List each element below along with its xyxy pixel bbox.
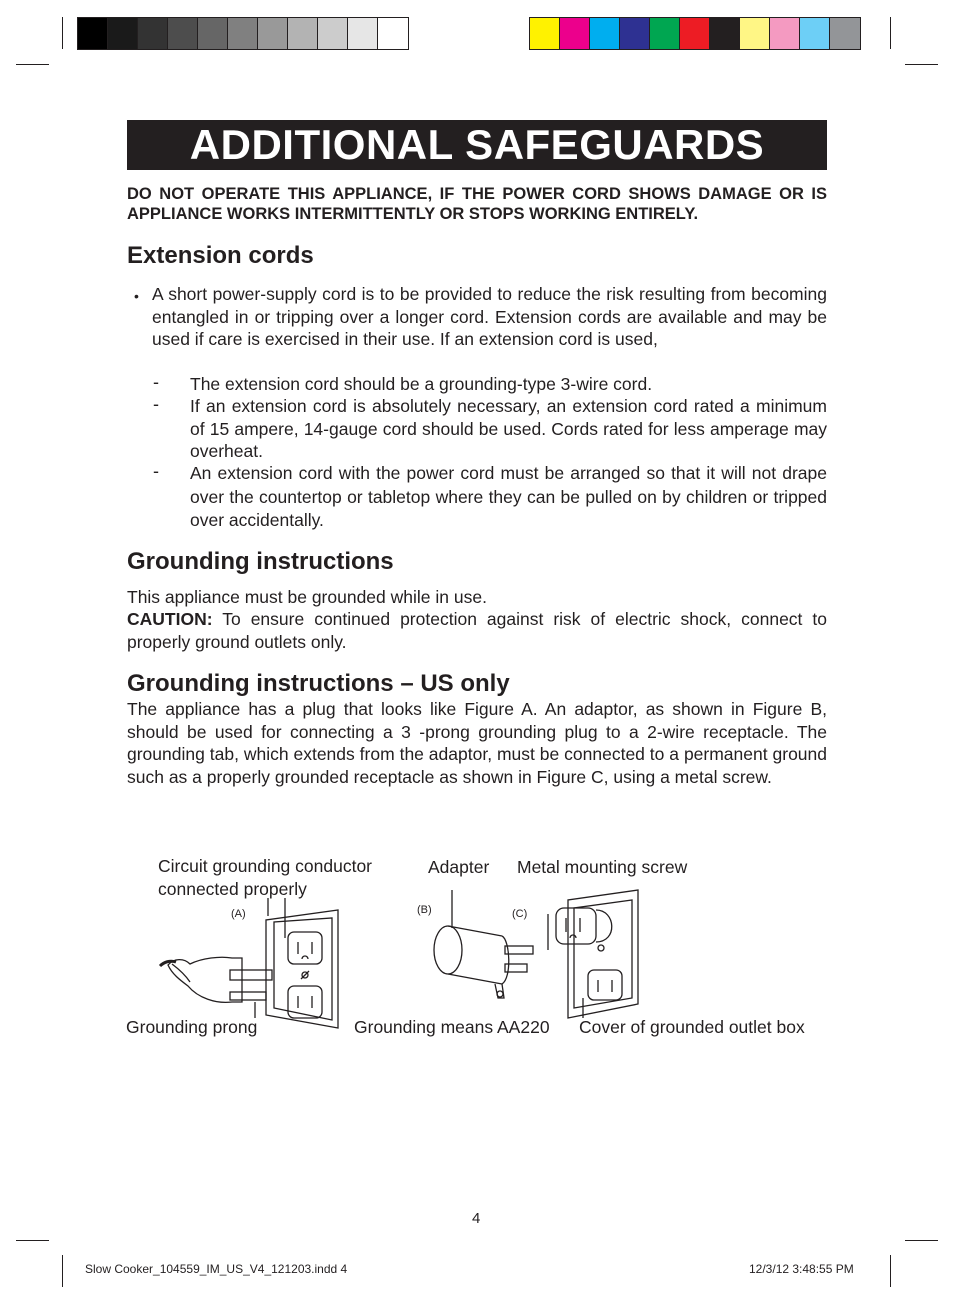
dash-marker: - bbox=[153, 372, 159, 392]
color-swatch bbox=[348, 18, 378, 49]
page-title: ADDITIONAL SAFEGUARDS bbox=[189, 121, 765, 168]
color-swatch bbox=[680, 18, 710, 49]
color-swatch bbox=[830, 18, 860, 49]
caution-label: CAUTION: bbox=[127, 609, 213, 629]
page-number: 4 bbox=[472, 1210, 481, 1227]
color-swatch bbox=[590, 18, 620, 49]
crop-mark bbox=[16, 64, 49, 65]
dash-marker: - bbox=[153, 394, 159, 414]
grounding-us-heading: Grounding instructions – US only bbox=[127, 670, 510, 697]
color-swatch bbox=[530, 18, 560, 49]
crop-mark bbox=[890, 1255, 891, 1287]
extension-sub-item-3: An extension cord with the power cord must be arranged so that it will not drape over the countertop or tabletop where they can be pulled on by children or tripped over accidentally. bbox=[190, 463, 827, 530]
figure-b-adapter-illustration bbox=[434, 890, 533, 998]
color-swatch bbox=[108, 18, 138, 49]
color-swatch bbox=[770, 18, 800, 49]
color-swatch bbox=[650, 18, 680, 49]
crop-mark bbox=[62, 1255, 63, 1287]
caution-text: To ensure continued protection against risk of electric shock, connect to properly ground outlets only. bbox=[127, 609, 827, 652]
crop-mark bbox=[62, 17, 63, 49]
color-swatch bbox=[168, 18, 198, 49]
color-swatch bbox=[318, 18, 348, 49]
figure-c-label: (C) bbox=[512, 908, 528, 920]
color-swatch bbox=[620, 18, 650, 49]
color-swatch bbox=[198, 18, 228, 49]
color-swatch bbox=[78, 18, 108, 49]
figure-a-label: (A) bbox=[231, 908, 246, 920]
warning-text: DO NOT OPERATE THIS APPLIANCE, IF THE POWER CORD SHOWS DAMAGE OR IS APPLIANCE WORKS INTERMITTENTLY OR STOPS WORKING ENTIRELY. bbox=[127, 185, 827, 223]
extension-bullet: A short power-supply cord is to be provided to reduce the risk resulting from becoming entangled in or tripping over a longer cord. Extension cords are available and may be used if care is exercised in their use. If an extension cord is used, bbox=[152, 284, 827, 349]
color-swatch bbox=[800, 18, 830, 49]
outlet-cover-label: Cover of grounded outlet box bbox=[579, 1017, 805, 1037]
footer-filename: Slow Cooker_104559_IM_US_V4_121203.indd 4 bbox=[85, 1262, 348, 1276]
crop-mark bbox=[905, 64, 938, 65]
crop-mark bbox=[16, 1240, 49, 1241]
cmyk-color-bar bbox=[529, 17, 861, 50]
color-swatch bbox=[138, 18, 168, 49]
color-swatch bbox=[740, 18, 770, 49]
grounding-us-text: The appliance has a plug that looks like Figure A. An adaptor, as shown in Figure B, should be used for connecting a 3 -prong grounding plug to a 2-wire receptacle. The grounding tab, which extends from the adaptor, must be connected to a permanent ground such as a properly grounded receptacle as shown in Figure C, using a metal screw. bbox=[127, 699, 827, 787]
circuit-label-line1: Circuit grounding conductor bbox=[158, 856, 373, 876]
caution-paragraph bbox=[127, 608, 827, 653]
grounding-line: This appliance must be grounded while in use. bbox=[127, 587, 487, 607]
color-swatch bbox=[560, 18, 590, 49]
dash-marker: - bbox=[153, 461, 159, 481]
figure-c-outlet-box-illustration bbox=[548, 890, 638, 1018]
circuit-label-line2: connected properly bbox=[158, 879, 307, 899]
grounding-means-label: Grounding means AA220 bbox=[354, 1017, 550, 1037]
crop-mark bbox=[905, 1240, 938, 1241]
figure-a-plug-outlet-illustration bbox=[160, 898, 338, 1028]
extension-sub-item-1: The extension cord should be a grounding-type 3-wire cord. bbox=[190, 374, 653, 394]
color-swatch bbox=[228, 18, 258, 49]
color-swatch bbox=[258, 18, 288, 49]
page-title-bar bbox=[127, 120, 827, 170]
grayscale-color-bar bbox=[77, 17, 409, 50]
adapter-label: Adapter bbox=[428, 857, 490, 877]
crop-mark bbox=[890, 17, 891, 49]
bullet-marker: • bbox=[134, 288, 139, 304]
grounding-prong-label: Grounding prong bbox=[126, 1017, 258, 1037]
grounding-heading: Grounding instructions bbox=[127, 548, 394, 575]
color-swatch bbox=[378, 18, 408, 49]
figure-b-label: (B) bbox=[417, 904, 432, 916]
color-swatch bbox=[710, 18, 740, 49]
metal-screw-label: Metal mounting screw bbox=[517, 857, 688, 877]
grounding-diagram bbox=[150, 880, 650, 1030]
footer-timestamp: 12/3/12 3:48:55 PM bbox=[749, 1262, 854, 1276]
extension-sub-item-2: If an extension cord is absolutely necessary, an extension cord rated a minimum of 15 ampere, 14-gauge cord should be used. Cords rated for less amperage may overheat. bbox=[190, 396, 827, 461]
extension-cords-heading: Extension cords bbox=[127, 242, 314, 269]
color-swatch bbox=[288, 18, 318, 49]
